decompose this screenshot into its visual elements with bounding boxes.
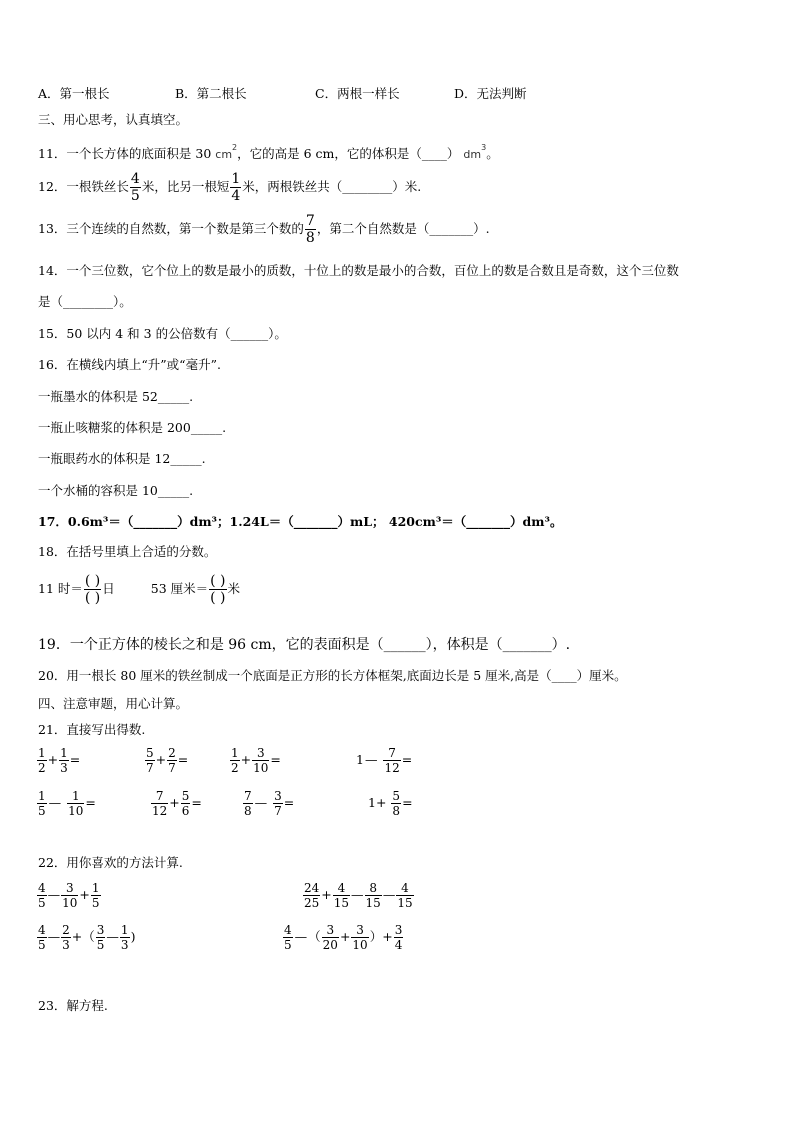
unit-cm2: $cm^2$ xyxy=(215,143,238,161)
expr-22-3: $\frac{4}{5}$ — $\frac{2}{3}$ +（ $\frac{3}{5}$ — $\frac{1}{3}$ ) xyxy=(38,923,136,952)
expr-21-3: $\frac{1}{2}$ + $\frac{3}{10}$ = xyxy=(231,746,281,775)
question-22: 22．用你喜欢的方法计算. xyxy=(38,855,183,870)
expr-22-1: $\frac{4}{5}$ — $\frac{3}{10}$ + $\frac{1}{5}$ xyxy=(38,881,100,910)
question-16: 16．在横线内填上“升”或“毫升”. xyxy=(38,357,221,372)
question-19: 19．一个正方体的棱长之和是 96 cm，它的表面积是（______），体积是（_______）. xyxy=(38,637,571,653)
unit-dm3: $dm^3$ xyxy=(463,143,487,161)
choice-b: B．第二根长 xyxy=(175,86,247,101)
question-14-line2: 是（________）。 xyxy=(38,294,132,309)
expr-21-7: $\frac{7}{8}$ — $\frac{3}{7}$ = xyxy=(244,789,295,818)
q16-item: 一瓶止咳糖浆的体积是 200_____. xyxy=(38,420,227,435)
blank-fraction: $\frac{( )}{( )}$ xyxy=(84,573,101,606)
q18-items: 11 时＝ $\frac{( )}{( )}$ 日 53 厘米＝ $\frac{( )}{( )}$ 米 xyxy=(38,573,241,606)
question-13: 13．三个连续的自然数，第一个数是第三个数的 $\frac{7}{8}$ ，第二个自然数是（_______）. xyxy=(38,213,490,246)
question-23: 23．解方程. xyxy=(38,998,108,1013)
section4-title: 四、注意审题，用心计算。 xyxy=(38,696,189,711)
choice-c: C．两根一样长 xyxy=(315,86,400,101)
blank-fraction: $\frac{( )}{( )}$ xyxy=(210,573,226,606)
q16-item: 一瓶墨水的体积是 52_____. xyxy=(38,389,194,404)
choice-a: A．第一根长 xyxy=(38,86,110,101)
question-14-line1: 14．一个三位数，它个位上的数是最小的质数，十位上的数是最小的合数，百位上的数是合数且是奇数，这个三位数 xyxy=(38,263,679,278)
question-11: 11．一个长方体的底面积是 30 $cm^2$，它的高是 6 cm，它的体积是（____） $dm^3$。 xyxy=(38,143,499,161)
question-12: 12．一根铁丝长 $\frac{4}{5}$ 米，比另一根短 $\frac{1}{4}$ 米，两根铁丝共（________）米. xyxy=(38,171,422,204)
q16-item: 一瓶眼药水的体积是 12_____. xyxy=(38,451,206,466)
expr-21-6: $\frac{7}{12}$ + $\frac{5}{6}$ = xyxy=(152,789,202,818)
expr-22-4: $\frac{4}{5}$ —（ $\frac{3}{20}$ + $\frac{3}{10}$ ）+ $\frac{3}{4}$ xyxy=(284,923,403,952)
question-17: 17．0.6m³＝（_______）dm³；1.24L＝（_______）mL； 420cm³＝（_______）dm³。 xyxy=(38,514,563,529)
question-18: 18．在括号里填上合适的分数。 xyxy=(38,544,217,559)
question-15: 15．50 以内 4 和 3 的公倍数有（______）。 xyxy=(38,326,287,341)
expr-21-2: $\frac{5}{7}$ + $\frac{2}{7}$ = xyxy=(146,746,189,775)
choice-d: D．无法判断 xyxy=(454,86,527,101)
expr-21-8: 1+ $\frac{5}{8}$ = xyxy=(368,789,413,818)
expr-21-4: 1— $\frac{7}{12}$ = xyxy=(356,746,413,775)
expr-21-1: $\frac{1}{2}$ + $\frac{1}{3}$ = xyxy=(38,746,81,775)
question-21: 21．直接写出得数. xyxy=(38,722,146,737)
q16-item: 一个水桶的容积是 10_____. xyxy=(38,483,194,498)
expr-21-5: $\frac{1}{5}$ — $\frac{1}{10}$ = xyxy=(38,789,96,818)
section3-title: 三、用心思考，认真填空。 xyxy=(38,112,189,127)
question-20: 20．用一根长 80 厘米的铁丝制成一个底面是正方形的长方体框架,底面边长是 5 厘米,高是（____）厘米。 xyxy=(38,668,627,683)
expr-22-2: $\frac{24}{25}$ + $\frac{4}{15}$ — $\frac{8}{15}$ — $\frac{4}{15}$ xyxy=(304,881,413,910)
